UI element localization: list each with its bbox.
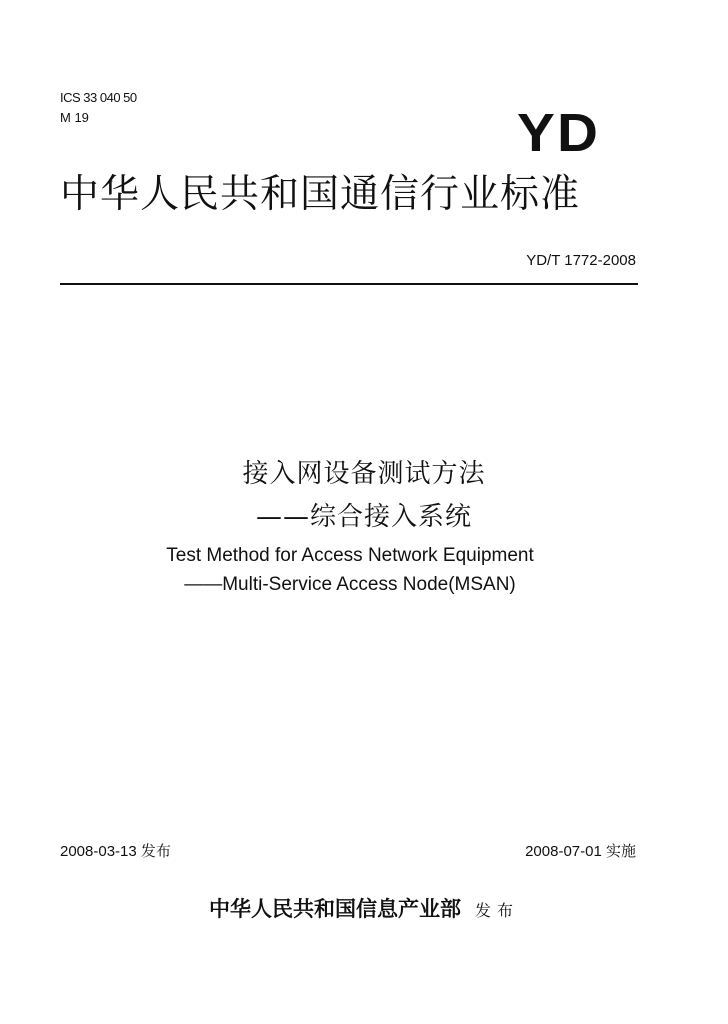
standard-number: YD/T 1772-2008 bbox=[526, 252, 636, 269]
implementation-date: 2008-07-01 实施 bbox=[525, 843, 636, 860]
ics-code: ICS 33 040 50 bbox=[60, 90, 137, 105]
issuing-authority bbox=[0, 893, 728, 923]
title-chinese-line1: 接入网设备测试方法 bbox=[242, 459, 486, 489]
title-english-line1: Test Method for Access Network Equipment bbox=[166, 545, 534, 566]
classification-code: M 19 bbox=[60, 110, 89, 125]
title-english-line2: ——Multi-Service Access Node(MSAN) bbox=[184, 574, 516, 595]
standard-category-title: 中华人民共和国通信行业标准 bbox=[60, 172, 581, 217]
yd-logo: YD bbox=[517, 103, 600, 163]
issuer-name: 中华人民共和国信息产业部 bbox=[208, 896, 461, 921]
divider-rule bbox=[60, 283, 638, 285]
publish-date: 2008-03-13 发布 bbox=[60, 843, 171, 860]
title-chinese-line2: ——综合接入系统 bbox=[255, 502, 472, 532]
issuer-action: 发布 bbox=[474, 901, 519, 920]
